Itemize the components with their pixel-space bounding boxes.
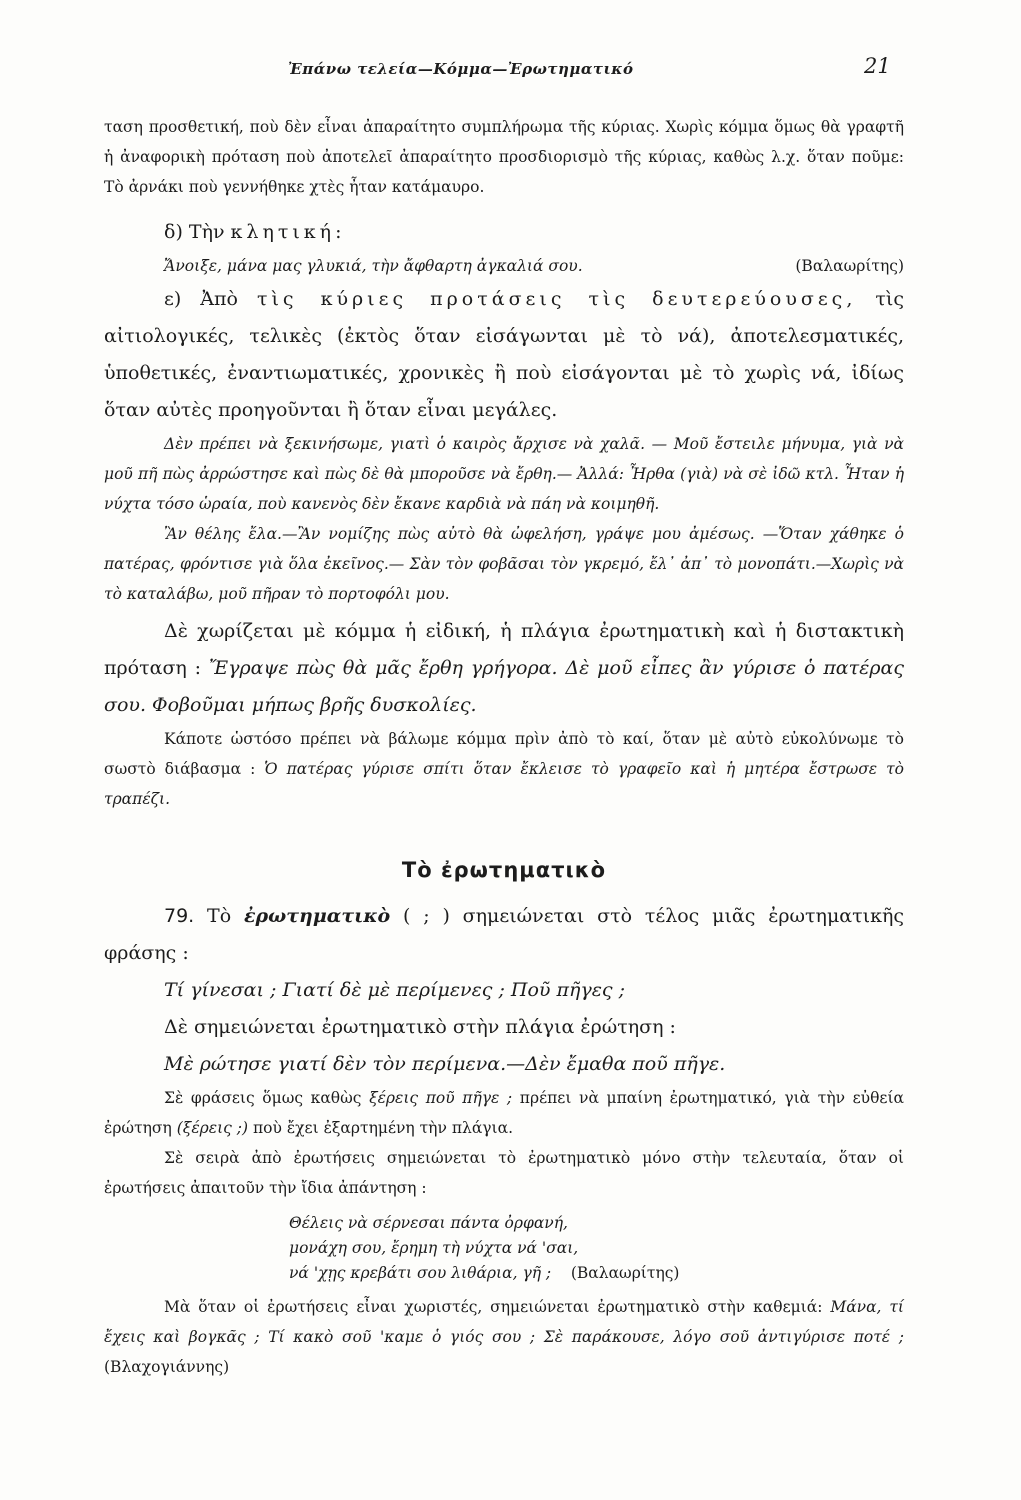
paragraph-no-comma xyxy=(104,613,904,724)
p5-attribution: (Βλαχογιάννης) xyxy=(104,1358,230,1376)
verse-attribution: (Βαλαωρίτης) xyxy=(570,1264,680,1282)
paragraph-sometimes-example: Ὁ πατέρας γύρισε σπίτι ὅταν ἔκλεισε τὸ γραφεῖο καὶ ἡ μητέρα ἔστρωσε τὸ τραπέζι. xyxy=(104,760,905,808)
item-d-term: κλητική: xyxy=(230,221,346,243)
paragraph-separate xyxy=(104,1292,904,1382)
item-d-label: δ) Τὴν xyxy=(164,221,231,243)
verse-line xyxy=(289,1261,904,1286)
paragraph-no-comma-examples: Ἔγραψε πὼς θὰ μᾶς ἔρθη γρήγορα. Δὲ μοῦ εἶπες ἂν γύρισε ὁ πατέρας σου. Φοβοῦμαι μήπως βρῆς δυσκολίες. xyxy=(104,657,904,716)
item-e-spaced: τὶς κύριες προτάσεις τὶς δευτερεύουσες, xyxy=(256,288,857,310)
paragraph-no-comma-text: Δὲ χωρίζεται μὲ κόμμα ἡ εἰδική, ἡ πλάγια ἐρωτηματικὴ καὶ ἡ διστακτικὴ πρόταση : xyxy=(104,620,904,679)
item-d-attribution: (Βαλαωρίτης) xyxy=(795,257,904,275)
paragraph-sometimes-text: Κάποτε ὡστόσο πρέπει νὰ βάλωμε κόμμα πρὶν ἀπὸ τὸ καί, ὅταν μὲ αὐτὸ εὐκολύνωμε τὸ σωστὸ διάβασμα : xyxy=(104,730,904,778)
p3-d: (ξέρεις ;) xyxy=(176,1119,249,1137)
verse-line-text: νά 'χῃς κρεβάτι σου λιθάρια, γῆ ; xyxy=(289,1264,552,1282)
examples-conditional: Ἂν θέλης ἔλα.—Ἂν νομίζης πὼς αὐτὸ θὰ ὠφελήση, γράψε μου ἀμέσως. —Ὅταν χάθηκε ὁ πατέρας, φρόντισε γιὰ ὅλα ἐκεῖνος.— Σὰν τὸν φοβᾶσαι τὸν γκρεμό, ἔλ᾽ ἀπ᾽ τὸ μονοπάτι.—Χωρὶς νὰ τὸ καταλάβω, μοῦ πῆραν τὸ πορτοφόλι μου. xyxy=(104,525,904,603)
section-term: ἐρωτηματικὸ xyxy=(243,905,391,927)
p3-a: Σὲ φράσεις ὅμως καθὼς xyxy=(164,1089,370,1107)
p3-c: πρέπει νὰ μπαίνη ἐρωτηματικό, γιὰ τὴν εὐθεία ἐρώτηση xyxy=(104,1089,904,1137)
example-questions: Τί γίνεσαι ; Γιατί δὲ μὲ περίμενες ; Ποῦ πῆγες ; xyxy=(164,979,625,1001)
paragraph-direct-question xyxy=(104,1083,904,1143)
running-title: Ἐπάνω τελεία—Κόμμα—Ἐρωτηματικό xyxy=(288,60,634,78)
item-e-label: ε) Ἀπὸ xyxy=(164,288,257,310)
examples-causal: Δὲν πρέπει νὰ ξεκινήσωμε, γιατὶ ὁ καιρὸς ἄρχισε νὰ χαλᾶ. — Μοῦ ἔστειλε μήνυμα, γιὰ νὰ μοῦ πῆ πὼς ἀρρώστησε καὶ πὼς δὲ θὰ μποροῦσε νὰ ἔρθη.— Ἀλλά: Ἦρθα (γιὰ) νὰ σὲ ἰδῶ κτλ. Ἦταν ἡ νύχτα τόσο ὡραία, ποὺ κανενὸς δὲν ἔκανε καρδιὰ νὰ πάη νὰ κοιμηθῆ. xyxy=(104,435,904,513)
indirect-question-rule: Δὲ σημειώνεται ἐρωτηματικὸ στὴν πλάγια ἐρώτηση : xyxy=(164,1016,676,1038)
item-e xyxy=(104,281,904,429)
item-d-example-text: Ἄνοιξε, μάνα μας γλυκιά, τὴν ἄφθαρτη ἀγκαλιά σου. xyxy=(164,257,583,275)
paragraph-relative-clause: ταση προσθετική, ποὺ δὲν εἶναι ἀπαραίτητο συμπλήρωμα τῆς κύριας. Χωρὶς κόμμα ὅμως θὰ γραφτῆ ἡ ἀναφορικὴ πρόταση ποὺ ἀποτελεῖ ἀπαραίτητο προσδιορισμὸ τῆς κύριας, καθὼς λ.χ. ὅταν ποῦμε: Τὸ ἀρνάκι ποὺ γεννήθηκε χτὲς ἦταν κατάμαυρο. xyxy=(104,118,904,196)
paragraph-sometimes xyxy=(104,724,904,814)
verse-line: μονάχη σου, ἔρημη τὴ νύχτα νά 'σαι, xyxy=(289,1239,579,1257)
p3-b: ξέρεις ποῦ πῆγε ; xyxy=(369,1089,513,1107)
verse-line: Θέλεις νὰ σέρνεσαι πάντα ὀρφανή, xyxy=(289,1214,568,1232)
section-number: 79. xyxy=(164,905,195,927)
verse-block xyxy=(104,1211,904,1286)
p5-b: Μάνα, τί ἔχεις καὶ βογκᾶς ; Τί κακὸ σοῦ 'καμε ὁ γιός σου ; Σὲ παράκουσε, λόγο σοῦ ἀντιγύρισε ποτέ ; xyxy=(104,1298,905,1346)
p3-e: ποὺ ἔχει ἐξαρτημένη τὴν πλάγια. xyxy=(248,1119,514,1137)
item-d-example xyxy=(104,251,904,281)
item-e-rest: τὶς αἰτιολογικές, τελικὲς (ἐκτὸς ὅταν εἰσάγωνται μὲ τὸ νά), ἀποτελεσματικές, ὑποθετικές, ἐναντιωματικές, χρονικὲς ἢ ποὺ εἰσάγονται μὲ τὸ χωρὶς νά, ἰδίως ὅταν αὐτὲς προηγοῦνται ἢ ὅταν εἶναι μεγάλες. xyxy=(104,288,904,421)
section-intro-a: Τὸ xyxy=(194,905,244,927)
item-d xyxy=(104,214,904,251)
p5-a: Μὰ ὅταν οἱ ἐρωτήσεις εἶναι χωριστές, σημειώνεται ἐρωτηματικὸ στὴν καθεμιά: xyxy=(164,1298,831,1316)
section-intro xyxy=(104,898,904,972)
page-number: 21 xyxy=(864,54,891,78)
section-intro-b: ( ; ) σημειώνεται στὸ τέλος μιᾶς ἐρωτηματικῆς φράσης : xyxy=(104,905,904,964)
paragraph-series: Σὲ σειρὰ ἀπὸ ἐρωτήσεις σημειώνεται τὸ ἐρωτηματικὸ μόνο στὴν τελευταία, ὅταν οἱ ἐρωτήσεις ἀπαιτοῦν τὴν ἴδια ἀπάντηση : xyxy=(104,1149,904,1197)
running-header xyxy=(0,54,1021,90)
section-title: Τὸ ἐρωτηματικὸ xyxy=(401,858,607,882)
page-body xyxy=(104,112,904,1382)
example-indirect: Μὲ ρώτησε γιατί δὲν τὸν περίμενα.—Δὲν ἔμαθα ποῦ πῆγε. xyxy=(164,1053,726,1075)
